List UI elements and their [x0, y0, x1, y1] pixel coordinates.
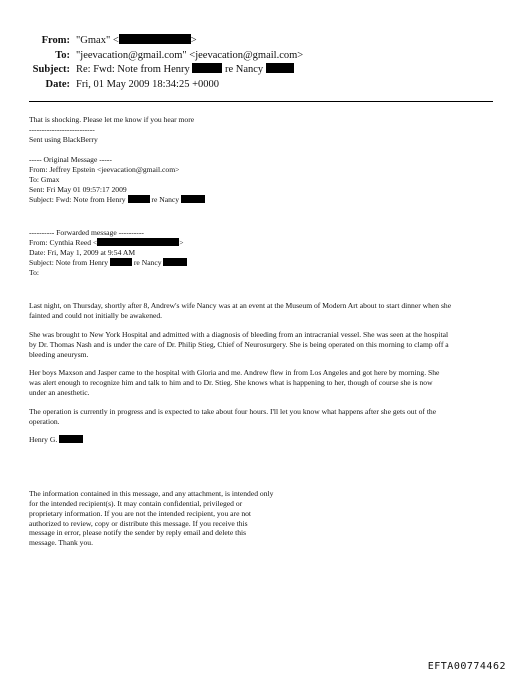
original-from: From: Jeffrey Epstein <jeevacation@gmail.com> [29, 165, 180, 175]
message-paragraph-2: She was brought to New York Hospital and admitted with a diagnosis of bleeding from an intracranial vessel. She was seen at the hospital by Dr. Thomas Nash and is under the care of Dr. Philip Stieg, Chief of Neurosurgery. She is being operated on this morning to clamp off a bleeding aneurysm. [29, 329, 449, 359]
original-sent: Sent: Fri May 01 09:57:17 2009 [29, 184, 127, 194]
redaction-block [59, 435, 83, 443]
date-row [0, 78, 512, 93]
redaction-block [181, 195, 205, 203]
date-label: Date: [45, 78, 70, 90]
disclaimer: The information contained in this message, and any attachment, is intended only for the intended recipient(s). It may contain confidential, privileged or proprietary information. If you are not the intended recipient, you are not authorized to review, copy or distribute this message. If you receive this message in error, please notify the sender by reply email and delete this message. Thank you. [29, 489, 274, 548]
header-divider [29, 101, 493, 102]
reply-signature: Sent using BlackBerry [29, 134, 98, 144]
to-row [0, 49, 512, 64]
reply-separator: -------------------------- [29, 124, 95, 134]
from-label: From: [41, 35, 70, 46]
redaction-block [119, 34, 191, 44]
to-label: To: [55, 49, 70, 61]
subject-row [0, 63, 512, 78]
redaction-block [266, 63, 294, 73]
message-paragraph-1: Last night, on Thursday, shortly after 8, Andrew's wife Nancy was at an event at the Museum of Modern Art about to start dinner when she fainted and could not initially be awakened. [29, 301, 452, 321]
subject-value: Re: Fwd: Note from Henry re Nancy [76, 63, 294, 78]
email-body [29, 115, 487, 548]
from-value: "Gmax" < > [76, 35, 197, 46]
reply-text: That is shocking. Please let me know if you hear more [29, 115, 195, 124]
redaction-block [97, 238, 179, 246]
from-row [0, 34, 512, 49]
redaction-block [128, 195, 150, 203]
document-id: EFTA00774462 [427, 661, 506, 672]
message-signoff: Henry G. [29, 435, 487, 445]
message-paragraph-3: Her boys Maxson and Jasper came to the hospital with Gloria and me. Andrew flew in from Los Angeles and got here by morning. She was alert enough to recognize him and talk to him and to Dr. Stieg. She knows what is happening to her, though of course she is now under an anesthetic. [29, 368, 440, 397]
email-header [0, 34, 512, 92]
original-heading: ----- Original Message ----- [29, 155, 112, 165]
forwarded-subject: Subject: Note from Henry re Nancy [29, 258, 487, 268]
original-to: To: Gmax [29, 174, 60, 184]
message-paragraph-4: The operation is currently in progress and is expected to take about four hours. I'll let you know what happens after she gets out of the operation. [29, 406, 437, 426]
forwarded-date: Date: Fri, May 1, 2009 at 9:54 AM [29, 247, 136, 257]
forwarded-to: To: [29, 267, 40, 277]
date-value: Fri, 01 May 2009 18:34:25 +0000 [76, 78, 220, 90]
forwarded-heading: ---------- Forwarded message ---------- [29, 228, 144, 238]
redaction-block [192, 63, 222, 73]
redaction-block [110, 258, 132, 266]
subject-label: Subject: [32, 64, 70, 75]
redaction-block [163, 258, 187, 266]
forwarded-from: From: Cynthia Reed < > [29, 238, 184, 248]
original-subject: Subject: Fwd: Note from Henry re Nancy [29, 195, 487, 205]
to-value: "jeevacation@gmail.com" <jeevacation@gmail.com> [76, 49, 304, 61]
